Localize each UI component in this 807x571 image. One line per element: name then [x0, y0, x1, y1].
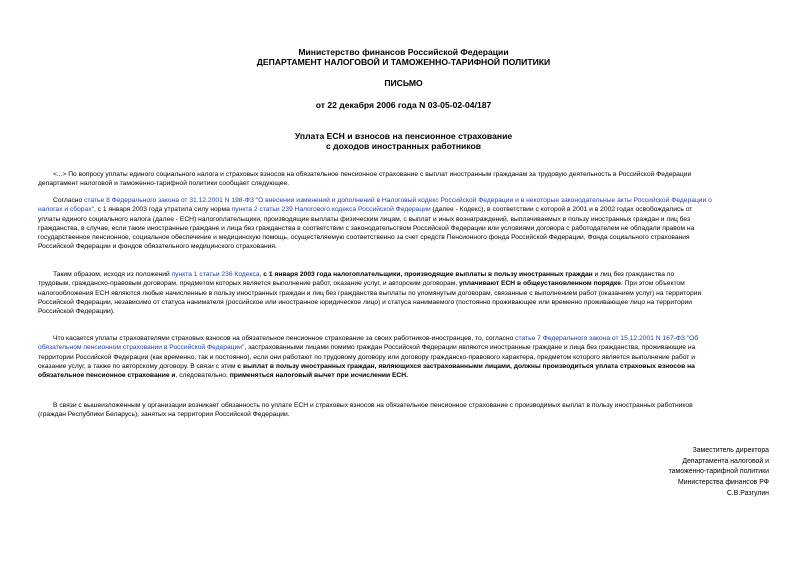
paragraph-1-line-1: <...> По вопросу уплаты единого социального налога и страховых взносов на обязательное пенсионное страхование с выплат иностранным гражданам за трудовую деятельность в Российской Федерации: [53, 171, 692, 178]
department-name: ДЕПАРТАМЕНТ НАЛОГОВОЙ И ТАМОЖЕННО-ТАРИФНОЙ ПОЛИТИКИ: [256, 57, 551, 67]
document-title: [0, 131, 807, 151]
signature-block: [669, 446, 769, 500]
paragraph-5: [38, 401, 770, 420]
link-tax-code-art-236[interactable]: пункта 1 статьи 236 Кодекса: [171, 271, 260, 278]
paragraph-4: [38, 334, 770, 380]
paragraph-3: [38, 270, 770, 316]
document-date: от 22 декабря 2006 года N 03-05-02-04/187: [315, 100, 492, 110]
signer-position-1: Заместитель директора: [692, 447, 769, 454]
signer-position-2: Департамента налоговой и: [682, 457, 769, 465]
paragraph-2-line-5: государственное пенсионное, социальное обеспечение и медицинскую помощь, осуществляемую соответственно за счет средств Пенсионного фонда Российской Федерации, Фонда социального страхования: [38, 234, 690, 242]
paragraph-5-line-1: В связи с вышеизложенным у организации возникает обязанность по уплате ЕСН и страховых взносов на обязательное пенсионное страхование с производимых выплат в пользу иностранных работников: [53, 402, 693, 409]
signer-position-3: таможенно-тарифной политики: [668, 468, 769, 476]
paragraph-2-line-3: уплаты единого социального налога (далее - ЕСН) налогоплательщики, производящие выплаты физическим лицам, с выплат и иных вознаграждений, выплачиваемых в пользу иностранных граждан и лиц без: [38, 215, 691, 223]
paragraph-4-line-1: Что касается уплаты страхователями страховых взносов на обязательное пенсионное страхование за своих работников-иностранцев, то, согласно статье 7 Федерального закона от 15.12.2001 N 167-ФЗ "Об: [53, 335, 699, 342]
paragraph-2-line-4: гражданства, в случае, если такие иностранные граждане и лица без гражданства в соответствии с законодательством Российской Федерации или условиями договора с работодателем не обладали правом на: [38, 224, 695, 232]
paragraph-4-line-3: территории Российской Федерации (как временно, так и постоянно), если они работают по трудовому договору или договору гражданско-правового характера, предметом которого является выполнение работ и: [38, 353, 695, 361]
link-law-167-fz[interactable]: статье 7 Федерального закона от 15.12.2001 N 167-ФЗ "Об: [515, 335, 699, 342]
paragraph-1-line-2: департамент налоговой и таможенно-тарифной политики сообщает следующее.: [38, 180, 290, 188]
link-law-167-fz-cont[interactable]: обязательном пенсионном страховании в Российской Федерации": [38, 344, 245, 352]
paragraph-2-line-6: Российской Федерации и фондов обязательного медицинского страхования.: [38, 243, 277, 251]
paragraph-3-line-1: Таким образом, исходя из положений пункта 1 статьи 236 Кодекса, с 1 января 2003 года налогоплательщики, производящие выплаты в пользу иностранных граждан и лиц без гражданства по: [53, 271, 675, 278]
paragraph-5-line-2: (граждан Республики Беларусь), занятых на территории Российской Федерации.: [38, 411, 290, 419]
paragraph-2-line-2: налогах и сборах", с 1 января 2003 года утратила силу норма пункта 2 статьи 239 Налогового кодекса Российской Федерации (далее - Кодекс), в соответствии с которой в 2001 и в 2002 годах освобождались от: [38, 206, 693, 214]
paragraph-3-line-4: Российской Федерации, независимо от статуса нанимателя (российское или иностранное юридическое лицо) и статуса нанимаемого (постоянно проживающее или временно проживающее лицо на территории: [38, 298, 693, 306]
paragraph-1: [38, 170, 770, 189]
paragraph-4-line-5: обязательное пенсионное страхование и, следовательно, применяться налоговый вычет при исчислении ЕСН.: [38, 372, 408, 380]
document-header: [0, 47, 807, 67]
link-law-198-fz[interactable]: статье 8 Федерального закона от 31.12.2001 N 198-ФЗ "О внесении изменений и дополнений в Налоговый кодекс Российской Федерации и в некоторые законодательные акты Российской Федерации о: [84, 197, 712, 204]
title-line-2: с доходов иностранных работников: [325, 141, 482, 151]
paragraph-2: [38, 196, 770, 252]
paragraph-4-line-4: оказание услуг, а также по авторскому договору. В связи с этим с выплат в пользу иностранных граждан, являющихся застрахованными лицами, должны производиться уплата страховых взносов на: [38, 362, 695, 370]
title-line-1: Уплата ЕСН и взносов на пенсионное страхование: [294, 131, 513, 141]
paragraph-2-line-1: Согласно статье 8 Федерального закона от 31.12.2001 N 198-ФЗ "О внесении изменений и дополнений в Налоговый кодекс Российской Федерации и в некоторые законодательные акты Российской Федерации о: [53, 197, 712, 204]
document-type: ПИСЬМО: [384, 78, 423, 88]
paragraph-4-line-2: обязательном пенсионном страховании в Российской Федерации", застрахованными лицами помимо граждан Российской Федерации являются иностранные граждане и лица без гражданства, проживающие на: [38, 344, 696, 352]
link-law-198-fz-cont[interactable]: налогах и сборах": [38, 206, 94, 214]
paragraph-3-line-2: трудовым, гражданско-правовым договорам, предметом которых является выполнение работ, оказание услуг, и авторским договорам, уплачивают ЕСН в общеустановленном порядке. При этом объектом: [38, 280, 685, 288]
ministry-name: Министерство финансов Российской Федерации: [298, 47, 509, 57]
signer-position-4: Министерства финансов РФ: [677, 479, 769, 487]
signer-name: С.В.Разгулин: [726, 489, 769, 497]
link-tax-code-art-239[interactable]: пункта 2 статьи 239 Налогового кодекса Российской Федерации: [231, 206, 431, 214]
paragraph-3-line-5: Российской Федерации).: [38, 308, 115, 316]
paragraph-3-line-3: налогообложения ЕСН являются любые начисленные в пользу иностранных граждан и лиц без гражданства выплаты по упомянутым договорам, связанные с выполнением работ (оказанием услуг) на территории: [38, 289, 702, 297]
